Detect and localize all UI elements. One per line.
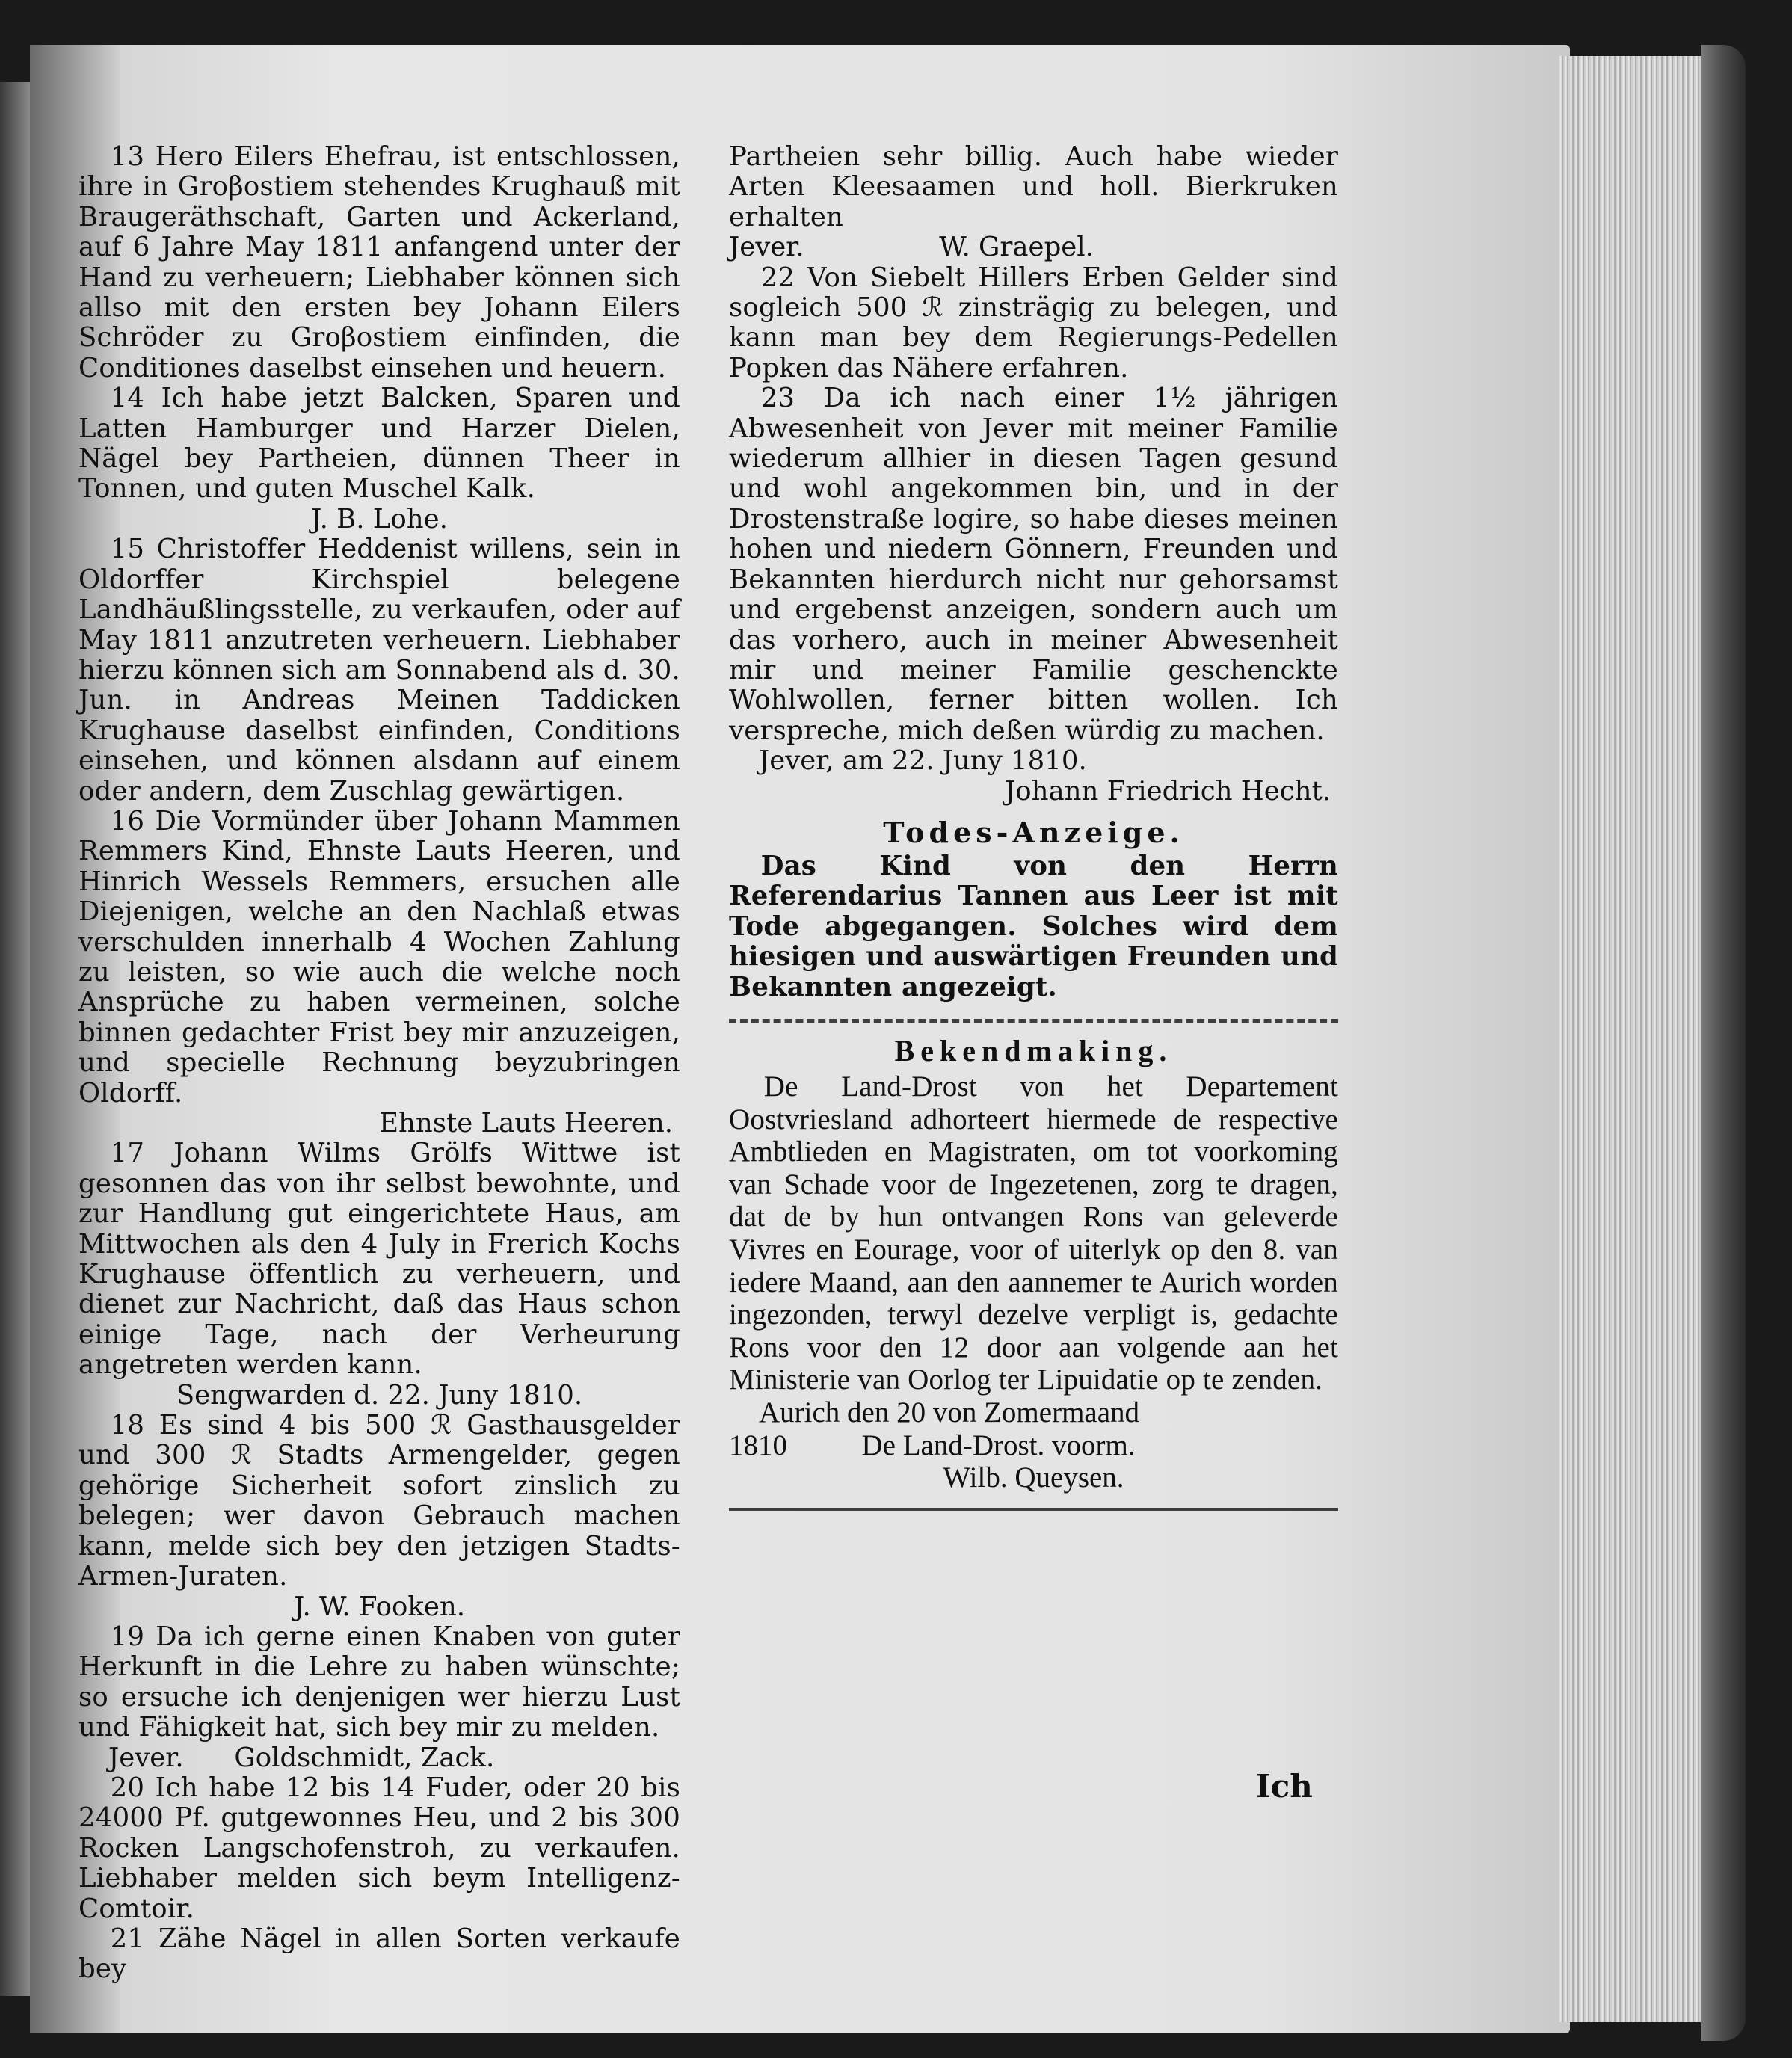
bekendmaking-year: 1810 <box>729 1429 787 1461</box>
ad-23-date: Jever, am 22. Juny 1810. <box>759 745 1087 777</box>
bekendmaking-office-line <box>729 1429 1338 1462</box>
death-notice-heading: Todes-Anzeige. <box>883 815 1184 849</box>
ad-15: 15 Christoffer Heddenist willens, sein in Oldorffer Kirchspiel belegene Landhäußlingsstelle, zu verkaufen, oder auf May 1811 anzutreten verheuern. Liebhaber hierzu können sich am Sonnabend als d. 30. Jun. in Andreas Meinen Taddicken Krughause daselbst einfinden, Conditions einsehen, und können alsdann auf einem oder andern, dem Zuschlag gewärtigen. <box>78 534 680 807</box>
ad-16-signature: Ehnste Lauts Heeren. <box>379 1108 673 1139</box>
ad-20: 20 Ich habe 12 bis 14 Fuder, oder 20 bis 24000 Pf. gutgewonnes Heu, und 2 bis 300 Rocken Langschofenstroh, zu verkaufen. Liebhaber melden sich beym Intelligenz-Comtoir. <box>78 1772 680 1924</box>
ad-14: 14 Ich habe jetzt Balcken, Sparen und Latten Hamburger und Harzer Dielen, Nägel bey Partheien, dünnen Theer in Tonnen, und guten Muschel Kalk. <box>78 383 680 505</box>
closing-rule <box>729 1508 1338 1511</box>
bekendmaking-signature: Wilb. Queysen. <box>943 1461 1124 1494</box>
ad-23: 23 Da ich nach einer 1½ jährigen Abwesenheit von Jever mit meiner Familie wiederum allhier in diesen Tagen gesund und wohl angekommen bin, und in der Drostenstraße logire, so habe dieses meinen hohen und niedern Gönnern, Freunden und Bekannten hierdurch nicht nur gehorsamst und ergebenst anzeigen, sondern auch um das vorhero, auch in meiner Abwesenheit mir und meiner Familie geschenckte Wohlwollen, ferner bitten wollen. Ich verspreche, mich deßen würdig zu machen. <box>729 383 1338 746</box>
right-column <box>729 142 1338 1511</box>
death-notice-text: Das Kind von den Herrn Referendarius Tannen aus Leer ist mit Tode abgegangen. Solches wird dem hiesigen und auswärtigen Freunden und Bekannten angezeigt. <box>729 850 1338 1002</box>
ad-17-signature: Sengwarden d. 22. Juny 1810. <box>176 1379 583 1411</box>
catchword: Ich <box>1256 1768 1313 1805</box>
page-edges <box>1559 56 1708 2022</box>
ad-18-signature: J. W. Fooken. <box>294 1591 465 1622</box>
ad-16: 16 Die Vormünder über Johann Mammen Remmers Kind, Ehnste Lauts Heeren, und Hinrich Wessels Remmers, ersuchen alle Diejenigen, welche an den Nachlaß etwas verschulden innerhalb 4 Wochen Zahlung zu leisten, so wie auch die welche noch Ansprüche zu haben vermeinen, solche binnen gedachter Frist bey mir anzuzeigen, und specielle Rechnung beyzubringen Oldorff. <box>78 805 680 1109</box>
ad-14-signature: J. B. Lohe. <box>311 503 448 534</box>
ad-19-signature: Jever. Goldschmidt, Zack. <box>108 1742 495 1773</box>
ad-21: 21 Zähe Nägel in allen Sorten verkaufe bey <box>78 1923 680 1985</box>
ad-13: 13 Hero Eilers Ehefrau, ist entschlossen, ihre in Groβostiem stehendes Krughauß mit Braugeräthschaft, Garten und Ackerland, auf 6 Jahre May 1811 anfangend unter der Hand zu verheuern; Liebhaber können sich allso mit den ersten bey Johann Eilers Schröder zu Groβostiem einfinden, die Conditiones daselbst einsehen und heuern. <box>78 141 680 383</box>
ad-19: 19 Da ich gerne einen Knaben von guter Herkunft in die Lehre zu haben wünschte; so ersuche ich denjenigen wer hierzu Lust und Fähigkeit hat, sich bey mir zu melden. <box>78 1621 680 1743</box>
ad-23-signature: Johann Friedrich Hecht. <box>1005 775 1331 807</box>
ad-18: 18 Es sind 4 bis 500 ℛ Gasthausgelder und 300 ℛ Stadts Armengelder, gegen gehörige Sicherheit sofort zinslich zu belegen; wer davon Gebrauch machen kann, melde sich bey den jetzigen Stadts-Armen-Juraten. <box>78 1410 680 1592</box>
bekendmaking-text: De Land-Drost von het Departement Oostvriesland adhorteert hiermede de respective Ambtlieden en Magistraten, om tot voorkoming van Schade voor de Ingezetenen, zorg te dragen, dat de by hun ontvangen Rons van geleverde Vivres en Eourage, voor of uiterlyk op den 8. van iedere Maand, aan den aannemer te Aurich worden ingezonden, terwyl dezelve verpligt is, gedachte Rons voor den 12 door aan volgende aan het Ministerie van Oorlog ter Lipuidatie op te zenden. <box>729 1070 1338 1396</box>
section-divider <box>729 1019 1338 1023</box>
ad-21-continued: Partheien sehr billig. Auch habe wieder Arten Kleesaamen und holl. Bierkruken erhalten <box>729 141 1338 232</box>
bekendmaking-date: Aurich den 20 von Zomermaand <box>759 1396 1140 1429</box>
ad-17: 17 Johann Wilms Grölfs Wittwe ist gesonnen das von ihr selbst bewohnte, und zur Handlung gut eingerichtete Haus, am Mittwochen als den 4 July in Frerich Kochs Krughause öffentlich zu verheuern, und dienet zur Nachricht, daß das Haus schon einige Tage, nach der Verheurung angetreten werden kann. <box>78 1138 680 1381</box>
left-column <box>78 142 680 1985</box>
ad-21-signature: Jever. W. Graepel. <box>729 232 1094 263</box>
ad-22: 22 Von Siebelt Hillers Erben Gelder sind sogleich 500 ℛ zinsträgig zu belegen, und kann man bey dem Regierungs-Pedellen Popken das Nähere erfahren. <box>729 262 1338 383</box>
book-cover <box>1701 45 1746 2041</box>
bekendmaking-heading: Bekendmaking. <box>894 1033 1173 1067</box>
bekendmaking-office: De Land-Drost. voorm. <box>861 1429 1136 1461</box>
facing-page-edge <box>0 82 30 1996</box>
